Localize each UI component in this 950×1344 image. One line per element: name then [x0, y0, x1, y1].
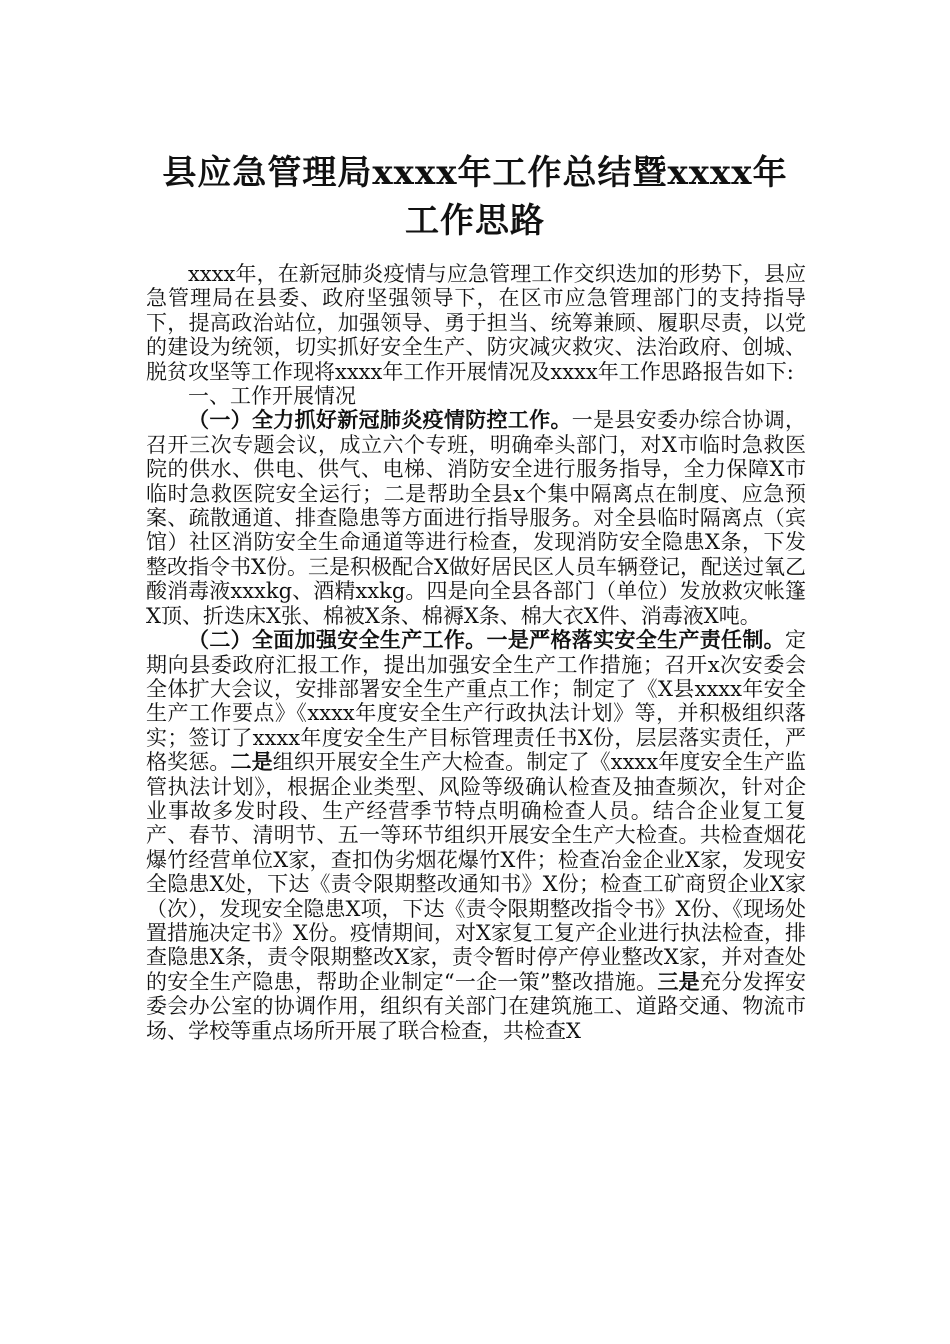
paragraph-text: 一是县安委办综合协调，召开三次专题会议，成立六个专班，明确牵头部门，对X市临时急救医院的供水、供电、供气、电梯、消防安全进行服务指导，全力保障X市临时急救医院安全运行；二是帮助全县x个集中隔离点在制度、应急预案、疏散通道、排查隐患等方面进行指导服务。对全县临时隔离点（宾馆）社区消防安全生命通道等进行检查，发现消防安全隐患X条，下发整改指令书X份。三是积极配合X做好居民区人员车辆登记，配送过氧乙酸消毒液xxxkg、酒精xxkg。四是向全县各部门（单位）发放救灾帐篷X顶、折迭床X张、棉被X条、棉褥X条、棉大衣X件、消毒液X吨。: [146, 408, 807, 628]
inline-bold-marker: 二是: [230, 749, 273, 775]
paragraph-heading: （二）全面加强安全生产工作。一是严格落实安全生产责任制。: [188, 627, 785, 653]
paragraph-text: 定期向县委政府汇报工作，提出加强安全生产工作措施；召开x次安委会全体扩大会议，安排部署安全生产重点工作；制定了《X县xxxx年安全生产工作要点》《xxxx年度安全生产行政执法计划》等，并积极组织落实；签订了xxxx年度安全生产目标管理责任书X份，层层落实责任，严格奖惩。: [146, 628, 806, 775]
paragraph-epidemic-control: [146, 408, 806, 628]
document-body: [146, 262, 806, 1043]
paragraph-text: 组织开展安全生产大检查。制定了《xxxx年度安全生产监管执法计划》，根据企业类型、风险等级确认检查及抽查频次，针对企业事故多发时段、生产经营季节特点明确检查人员。结合企业复工复产、春节、清明节、五一等环节组织开展安全生产大检查。共检查烟花爆竹经营单位X家，查扣伪劣烟花爆竹X件；检查冶金企业X家，发现安全隐患X处，下达《责令限期整改通知书》X份；检查工矿商贸企业X家（次），发现安全隐患X项，下达《责令限期整改指令书》X份、《现场处置措施决定书》X份。疫情期间，对X家复工复产企业进行执法检查，排查隐患X条，责令限期整改X家，责令暂时停产停业整改X家，并对查处的安全生产隐患，帮助企业制定“一企一策”整改措施。: [146, 750, 806, 994]
paragraph-text: 充分发挥安委会办公室的协调作用，组织有关部门在建筑施工、道路交通、物流市场、学校等重点场所开展了联合检查，共检查X: [146, 969, 807, 1043]
document-title-line-1: 县应急管理局xxxx年工作总结暨xxxx年: [162, 153, 788, 193]
intro-paragraph: xxxx年，在新冠肺炎疫情与应急管理工作交织迭加的形势下，县应急管理局在县委、政府坚强领导下，在区市应急管理部门的支持指导下，提高政治站位，加强领导、勇于担当、统筹兼顾、履职尽责，以党的建设为统领，切实抓好安全生产、防灾减灾救灾、法治政府、创城、脱贫攻坚等工作现将xxxx年工作开展情况及xxxx年工作思路报告如下:: [146, 262, 806, 384]
document-title-line-2: 工作思路: [405, 201, 545, 241]
paragraph-heading: （一）全力抓好新冠肺炎疫情防控工作。: [188, 407, 572, 433]
paragraph-safety-production: [146, 628, 806, 1043]
inline-bold-marker: 三是: [657, 968, 700, 994]
section-heading: 一、工作开展情况: [188, 384, 356, 409]
